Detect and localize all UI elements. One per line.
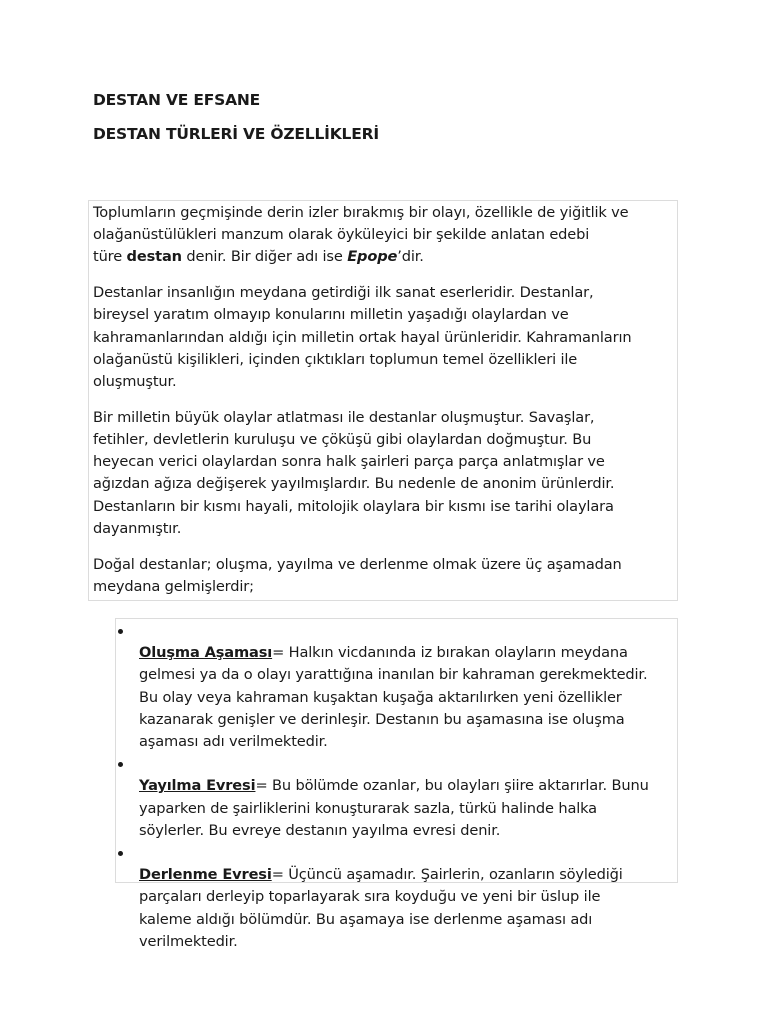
text-run: Destanlar insanlığın meydana getirdiği ilk sanat eserleridir. Destanlar, bireysel yaratım olmayıp konularını milletin yaşadığı olaylardan ve kahramanlarından aldığı için milletin ortak hayal ürünleridir. Kahramanların olağanüstü kişilikleri, içinden çıktıkları toplumun temel özellikleri ile oluşmuştur. [93,284,632,391]
paragraph [93,202,677,269]
intro-text-block [88,200,678,601]
stage-term: Oluşma Aşaması [139,644,273,662]
paragraph [93,407,677,540]
stage-term: Yayılma Evresi [139,777,256,795]
stage-list-item [116,753,677,842]
document-title: DESTAN VE EFSANE [93,91,261,109]
stage-list-item [116,620,677,753]
paragraph [93,554,677,598]
section-heading: DESTAN TÜRLERİ VE ÖZELLİKLERİ [93,125,379,143]
stage-term: Derlenme Evresi [139,866,272,884]
stages-list-block [115,618,678,950]
text-run: Bir milletin büyük olaylar atlatması ile destanlar oluşmuştur. Savaşlar, fetihler, devletlerin kuruluşu ve çöküşü gibi olaylardan doğmuştur. Bu heyecan verici olaylardan sonra halk şairleri parça parça anlatmışlar ve ağızdan ağıza değişerek yayılmışlardır. Bu nedenle de anonim ürünlerdir. Destanların bir kısmı hayali, mitolojik olaylara bir kısmı ise tarihi olaylara dayanmıştır. [93,408,615,537]
stage-description: = Üçüncü aşamadır. Şairlerin, ozanların söylediği parçaları derleyip toparlayarak sıra koyduğu ve yeni bir üslup ile kaleme aldığı bölümdür. Bu aşamaya ise derlenme aşaması adı verilmektedir. [139,866,623,950]
stage-list-item [116,842,677,953]
stages-list [116,620,677,953]
text-run: denir. Bir diğer adı ise [181,248,348,266]
stage-description: = Bu bölümde ozanlar, bu olayları şiire aktarırlar. Bunu yaparken de şairliklerini konuşturarak sazla, türkü halinde halka söylerler. Bu evreye destanın yayılma evresi denir. [139,777,649,839]
emphasized-text: Epope [347,248,398,266]
text-run: ’dir. [397,248,424,266]
bullet-icon [118,762,123,767]
stage-description: = Halkın vicdanında iz bırakan olayların meydana gelmesi ya da o olayı yarattığına inanılan bir kahraman gerekmektedir. Bu olay veya kahraman kuşaktan kuşağa aktarılırken yeni özellikler kazanarak genişler ve derinleşir. Destanın bu aşamasına ise oluşma aşaması adı verilmektedir. [139,644,648,751]
paragraph [93,282,677,393]
text-run: Doğal destanlar; oluşma, yayılma ve derlenme olmak üzere üç aşamadan meydana gelmişlerdir; [93,555,622,595]
bullet-icon [118,851,123,856]
bullet-icon [118,629,123,634]
emphasized-text: destan [126,248,182,266]
text-run: Toplumların geçmişinde derin izler bırakmış bir olayı, özellikle de yiğitlik ve olağanüstülükleri manzum olarak öyküleyici bir şekilde anlatan edebi türe [93,204,629,266]
